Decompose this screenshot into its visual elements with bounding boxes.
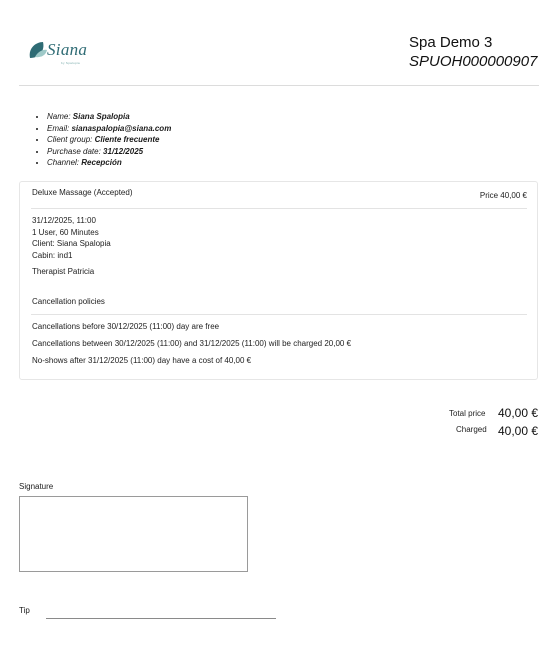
header-divider: [19, 85, 539, 86]
channel-item: • Channel: Recepción: [47, 157, 171, 169]
client-group-item: • Client group: Cliente frecuente: [47, 134, 171, 146]
charged-label: Charged: [456, 425, 487, 434]
tip-label: Tip: [19, 606, 30, 615]
document-code: SPUOH000000907: [409, 53, 538, 70]
service-divider: [31, 208, 527, 209]
service-title: Deluxe Massage (Accepted): [32, 188, 133, 197]
service-datetime: 31/12/2025, 11:00: [32, 216, 96, 225]
service-users-duration: 1 User, 60 Minutes: [32, 228, 99, 237]
tip-line[interactable]: [46, 618, 276, 619]
service-therapist: Therapist Patricia: [32, 267, 95, 276]
policy-item: No-shows after 31/12/2025 (11:00) day have a cost of 40,00 €: [32, 356, 252, 365]
signature-label: Signature: [19, 482, 54, 491]
policy-item: Cancellations between 30/12/2025 (11:00) and 31/12/2025 (11:00) will be charged 20,00 €: [32, 339, 352, 348]
service-price: Price 40,00 €: [479, 191, 527, 200]
service-card: [19, 181, 538, 380]
signature-box[interactable]: [19, 496, 248, 572]
total-price-label: Total price: [449, 409, 486, 418]
policies-divider: [31, 314, 527, 315]
client-info-list: [33, 111, 171, 169]
charged-value: 40,00 €: [498, 424, 539, 438]
client-email-item: • Email: sianaspalopia@siana.com: [47, 123, 171, 135]
service-client: Client: Siana Spalopia: [32, 239, 111, 248]
client-name-item: • Name: Siana Spalopia: [47, 111, 171, 123]
policy-item: Cancellations before 30/12/2025 (11:00) day are free: [32, 322, 220, 331]
cancellation-policies-title: Cancellation policies: [32, 297, 105, 306]
brand-logo-text: Siana: [47, 40, 88, 59]
brand-logo-subtext: by Spalopia: [61, 61, 80, 65]
purchase-date-item: • Purchase date: 31/12/2025: [47, 146, 171, 158]
spa-name: Spa Demo 3: [409, 34, 493, 51]
total-price-value: 40,00 €: [498, 406, 539, 420]
service-cabin: Cabin: ind1: [32, 251, 73, 260]
